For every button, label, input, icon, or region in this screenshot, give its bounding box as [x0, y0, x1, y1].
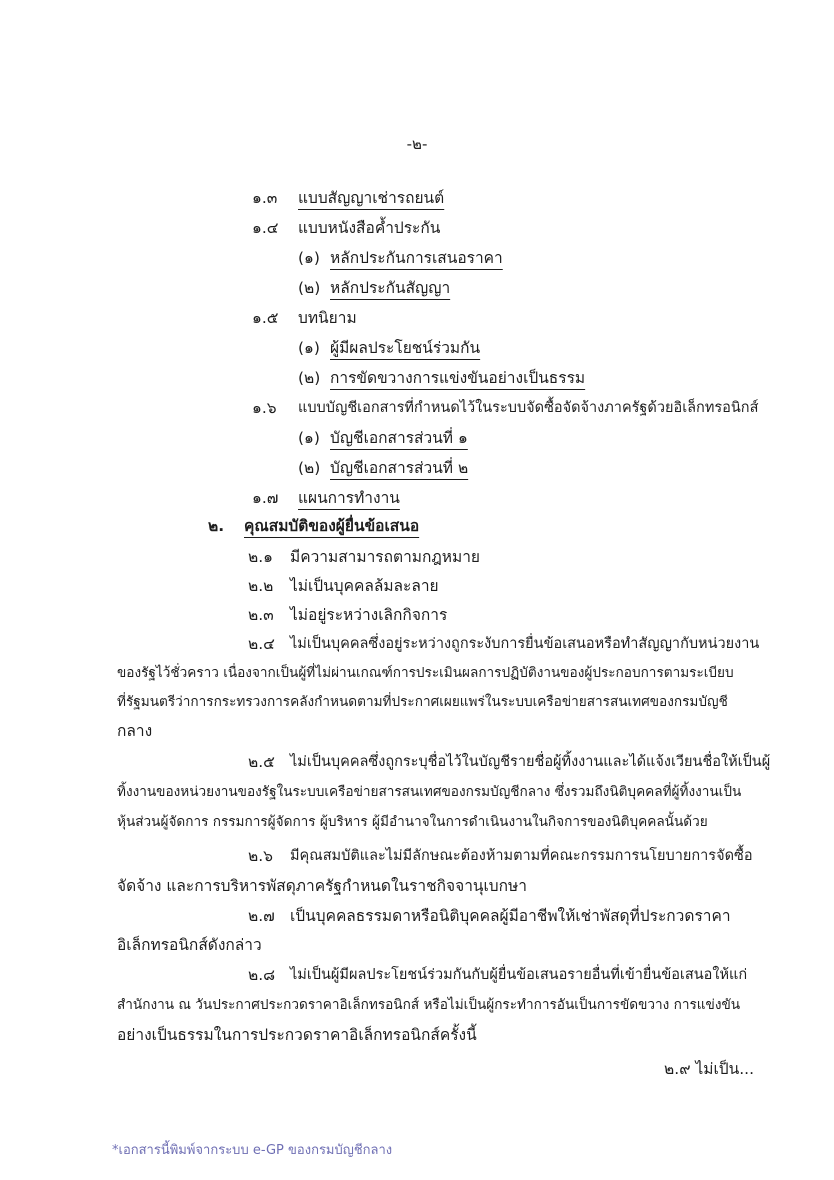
item-number: (๑) — [298, 429, 320, 447]
item-text: แผนการทำงาน — [298, 489, 400, 507]
item-text: หลักประกันการเสนอราคา — [330, 249, 503, 267]
section-number: ๒. — [208, 517, 225, 535]
item-number: ๒.๑ — [248, 548, 273, 566]
item-text: มีความสามารถตามกฎหมาย — [290, 548, 481, 566]
item-text: แบบหนังสือค้ำประกัน — [298, 219, 441, 237]
paragraph-line: อย่างเป็นธรรมในการประกวดราคาอิเล็กทรอนิกส์ครั้งนี้ — [117, 1026, 477, 1044]
page-number: -๒- — [406, 135, 428, 153]
item-number: ๑.๗ — [252, 489, 279, 507]
item-number: ๒.๕ — [248, 753, 275, 771]
paragraph-line: ของรัฐไว้ชั่วคราว เนื่องจากเป็นผู้ที่ไม่ผ่านเกณฑ์การประเมินผลการปฏิบัติงานของผู้ประกอบการตามระเบียบ — [117, 665, 734, 681]
item-number: ๒.๓ — [248, 606, 274, 624]
continuation-text: ๒.๙ ไม่เป็น... — [664, 1060, 754, 1078]
item-number: (๑) — [298, 249, 320, 267]
paragraph-line: จัดจ้าง และการบริหารพัสดุภาครัฐกำหนดในราชกิจจานุเบกษา — [117, 877, 527, 895]
item-text: บัญชีเอกสารส่วนที่ ๑ — [330, 429, 468, 447]
item-text: แบบบัญชีเอกสารที่กำหนดไว้ในระบบจัดซื้อจัดจ้างภาครัฐด้วยอิเล็กทรอนิกส์ — [298, 400, 759, 416]
item-text: ไม่เป็นบุคคลล้มละลาย — [290, 577, 439, 595]
paragraph-line: หุ้นส่วนผู้จัดการ กรรมการผู้จัดการ ผู้บริหาร ผู้มีอำนาจในการดำเนินงานในกิจการของนิติบุคคลนั้นด้วย — [117, 814, 708, 830]
paragraph-line: อิเล็กทรอนิกส์ดังกล่าว — [117, 936, 262, 954]
paragraph-line: ทิ้งงานของหน่วยงานของรัฐในระบบเครือข่ายสารสนเทศของกรมบัญชีกลาง ซึ่งรวมถึงนิติบุคคลที่ผู้ทิ้งงานเป็น — [117, 784, 742, 800]
item-number: (๒) — [298, 369, 321, 387]
footer-note: *เอกสารนี้พิมพ์จากระบบ e-GP ของกรมบัญชีกลาง — [112, 1143, 393, 1158]
paragraph-line: ไม่เป็นผู้มีผลประโยชน์ร่วมกันกับผู้ยื่นข้อเสนอรายอื่นที่เข้ายื่นข้อเสนอให้แก่ — [290, 967, 748, 983]
section-title: คุณสมบัติของผู้ยื่นข้อเสนอ — [244, 517, 420, 535]
item-text: การขัดขวางการแข่งขันอย่างเป็นธรรม — [330, 369, 586, 387]
item-number: ๑.๓ — [252, 189, 278, 207]
item-number: (๑) — [298, 339, 320, 357]
paragraph-line: ไม่เป็นบุคคลซึ่งอยู่ระหว่างถูกระงับการยื่นข้อเสนอหรือทำสัญญากับหน่วยงาน — [290, 636, 760, 652]
item-number: (๒) — [298, 279, 321, 297]
paragraph-line: มีคุณสมบัติและไม่มีลักษณะต้องห้ามตามที่คณะกรรมการนโยบายการจัดซื้อ — [290, 848, 753, 864]
item-number: ๒.๗ — [248, 907, 275, 925]
item-text: บทนิยาม — [298, 309, 357, 327]
item-text: หลักประกันสัญญา — [330, 279, 451, 297]
item-number: ๒.๘ — [248, 966, 276, 984]
paragraph-line: ไม่เป็นบุคคลซึ่งถูกระบุชื่อไว้ในบัญชีรายชื่อผู้ทิ้งงานและได้แจ้งเวียนชื่อให้เป็นผู้ — [290, 754, 771, 770]
item-number: ๒.๒ — [248, 577, 274, 595]
item-number: ๑.๕ — [252, 309, 279, 327]
paragraph-line: สำนักงาน ณ วันประกาศประกวดราคาอิเล็กทรอนิกส์ หรือไม่เป็นผู้กระทำการอันเป็นการขัดขวาง การแข่งขัน — [117, 997, 741, 1013]
item-number: ๑.๖ — [252, 399, 277, 417]
item-number: ๒.๖ — [248, 847, 273, 865]
item-text: ไม่อยู่ระหว่างเลิกกิจการ — [290, 606, 448, 624]
item-text: ผู้มีผลประโยชน์ร่วมกัน — [330, 339, 481, 357]
paragraph-line: กลาง — [117, 722, 153, 740]
paragraph-line: เป็นบุคคลธรรมดาหรือนิติบุคคลผู้มีอาชีพให้เช่าพัสดุที่ประกวดราคา — [290, 907, 731, 925]
paragraph-line: ที่รัฐมนตรีว่าการกระทรวงการคลังกำหนดตามที่ประกาศเผยแพร่ในระบบเครือข่ายสารสนเทศของกรมบัญชี — [117, 694, 728, 710]
item-number: ๒.๔ — [248, 635, 275, 653]
item-text: แบบสัญญาเช่ารถยนต์ — [298, 189, 445, 207]
item-text: บัญชีเอกสารส่วนที่ ๒ — [330, 459, 469, 477]
item-number: (๒) — [298, 459, 321, 477]
item-number: ๑.๔ — [252, 219, 279, 237]
